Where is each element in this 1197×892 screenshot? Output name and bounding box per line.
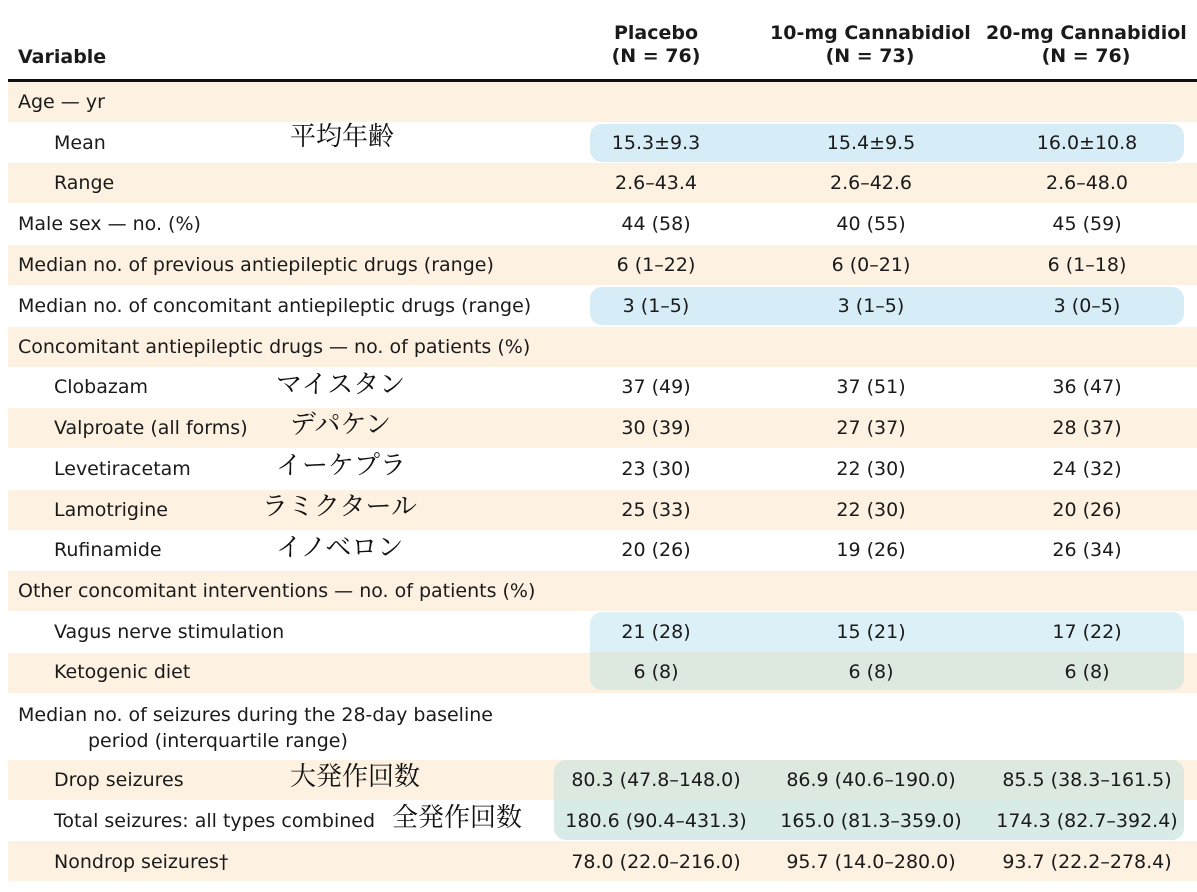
annotation-valproate: デパケン — [290, 410, 392, 440]
cell-rufinamide-cbd10: 19 (26) — [836, 539, 906, 561]
cell-levetiracetam-placebo: 23 (30) — [621, 458, 691, 480]
cbd20-header-n: (N = 76) — [1041, 45, 1131, 67]
cell-valproate-cbd20: 28 (37) — [1052, 417, 1122, 439]
cell-total-placebo: 180.6 (90.4–431.3) — [565, 810, 747, 832]
cell-prev-placebo: 6 (1–22) — [616, 254, 696, 276]
cell-prev-cbd10: 6 (0–21) — [831, 254, 911, 276]
cell-concom-cbd10: 3 (1–5) — [837, 295, 905, 317]
cell-levetiracetam-cbd10: 22 (30) — [836, 458, 906, 480]
cell-male-placebo: 44 (58) — [621, 213, 691, 235]
row-label-ketogenic: Ketogenic diet — [54, 661, 191, 683]
cell-lamotrigine-placebo: 25 (33) — [621, 499, 691, 521]
cell-male-cbd10: 40 (55) — [836, 213, 906, 235]
row-label-baseline-seizures-line1: Median no. of seizures during the 28-day baseline — [18, 704, 493, 726]
cell-rufinamide-placebo: 20 (26) — [621, 539, 691, 561]
cell-male-cbd20: 45 (59) — [1052, 213, 1122, 235]
row-label-baseline-seizures-line2: period (interquartile range) — [88, 730, 348, 752]
cell-keto-cbd10: 6 (8) — [848, 661, 894, 683]
cell-vagus-cbd10: 15 (21) — [836, 621, 906, 643]
cell-clobazam-placebo: 37 (49) — [621, 376, 691, 398]
cell-valproate-cbd10: 27 (37) — [836, 417, 906, 439]
cell-lamotrigine-cbd20: 20 (26) — [1052, 499, 1122, 521]
cell-keto-placebo: 6 (8) — [633, 661, 679, 683]
row-label-concomitant-drugs-header: Concomitant antiepileptic drugs — no. of patients (%) — [18, 336, 531, 358]
cell-range-cbd20: 2.6–48.0 — [1045, 172, 1129, 194]
cell-vagus-placebo: 21 (28) — [621, 621, 691, 643]
row-label-concomitant-aeds: Median no. of concomitant antiepileptic drugs (range) — [18, 295, 532, 317]
row-label-levetiracetam: Levetiracetam — [54, 458, 191, 480]
cell-valproate-placebo: 30 (39) — [621, 417, 691, 439]
variable-column-header: Variable — [18, 46, 107, 68]
row-label-male: Male sex — no. (%) — [18, 213, 201, 235]
cell-drop-cbd10: 86.9 (40.6–190.0) — [786, 769, 956, 791]
cell-rufinamide-cbd20: 26 (34) — [1052, 539, 1122, 561]
cell-keto-cbd20: 6 (8) — [1064, 661, 1110, 683]
annotation-mean: 平均年齢 — [290, 122, 395, 152]
row-label-other-interventions-header: Other concomitant interventions — no. of patients (%) — [18, 580, 536, 602]
cell-concom-placebo: 3 (1–5) — [622, 295, 690, 317]
row-label-rufinamide: Rufinamide — [54, 539, 162, 561]
cell-clobazam-cbd20: 36 (47) — [1052, 376, 1122, 398]
row-label-valproate: Valproate (all forms) — [54, 417, 248, 439]
cell-range-cbd10: 2.6–42.6 — [829, 172, 913, 194]
row-label-vagus: Vagus nerve stimulation — [54, 621, 285, 643]
cell-drop-placebo: 80.3 (47.8–148.0) — [571, 769, 741, 791]
annotation-lamotrigine: ラミクタール — [262, 492, 417, 522]
cell-levetiracetam-cbd20: 24 (32) — [1052, 458, 1122, 480]
placebo-column-header — [596, 22, 716, 68]
row-label-clobazam: Clobazam — [54, 376, 148, 398]
cell-lamotrigine-cbd10: 22 (30) — [836, 499, 906, 521]
placebo-header-name: Placebo — [613, 22, 699, 44]
annotation-total-seizures: 全発作回数 — [392, 803, 523, 833]
cbd20-column-header — [986, 22, 1186, 68]
cbd10-header-n: (N = 73) — [825, 45, 915, 67]
annotation-levetiracetam: イーケプラ — [276, 451, 407, 481]
cell-vagus-cbd20: 17 (22) — [1052, 621, 1122, 643]
cell-mean-cbd20: 16.0±10.8 — [1036, 132, 1138, 154]
annotation-drop-seizures: 大発作回数 — [290, 762, 421, 792]
row-label-age: Age — yr — [18, 91, 105, 113]
cell-nondrop-placebo: 78.0 (22.0–216.0) — [571, 851, 741, 873]
row-label-total-seizures: Total seizures: all types combined — [54, 810, 376, 832]
cell-range-placebo: 2.6–43.4 — [614, 172, 698, 194]
cbd20-header-name: 20-mg Cannabidiol — [986, 22, 1187, 44]
cell-mean-placebo: 15.3±9.3 — [611, 132, 701, 154]
row-label-mean: Mean — [54, 132, 106, 154]
placebo-header-n: (N = 76) — [611, 45, 701, 67]
row-label-range: Range — [54, 172, 115, 194]
row-label-drop-seizures: Drop seizures — [54, 769, 184, 791]
cell-drop-cbd20: 85.5 (38.3–161.5) — [1002, 769, 1172, 791]
cell-nondrop-cbd20: 93.7 (22.2–278.4) — [1002, 851, 1172, 873]
cell-prev-cbd20: 6 (1–18) — [1047, 254, 1127, 276]
cell-nondrop-cbd10: 95.7 (14.0–280.0) — [786, 851, 956, 873]
annotation-clobazam: マイスタン — [276, 370, 406, 400]
annotation-rufinamide: イノベロン — [276, 533, 404, 563]
cell-total-cbd20: 174.3 (82.7–392.4) — [996, 810, 1178, 832]
row-label-lamotrigine: Lamotrigine — [54, 499, 168, 521]
cell-concom-cbd20: 3 (0–5) — [1053, 295, 1121, 317]
cell-clobazam-cbd10: 37 (51) — [836, 376, 906, 398]
cbd10-header-name: 10-mg Cannabidiol — [770, 22, 971, 44]
cell-total-cbd10: 165.0 (81.3–359.0) — [780, 810, 962, 832]
cbd10-column-header — [770, 22, 970, 68]
row-label-nondrop-seizures: Nondrop seizures† — [54, 851, 229, 873]
row-bg-age — [8, 82, 1197, 122]
cell-mean-cbd10: 15.4±9.5 — [826, 132, 916, 154]
row-label-previous-aeds: Median no. of previous antiepileptic drugs (range) — [18, 254, 494, 276]
